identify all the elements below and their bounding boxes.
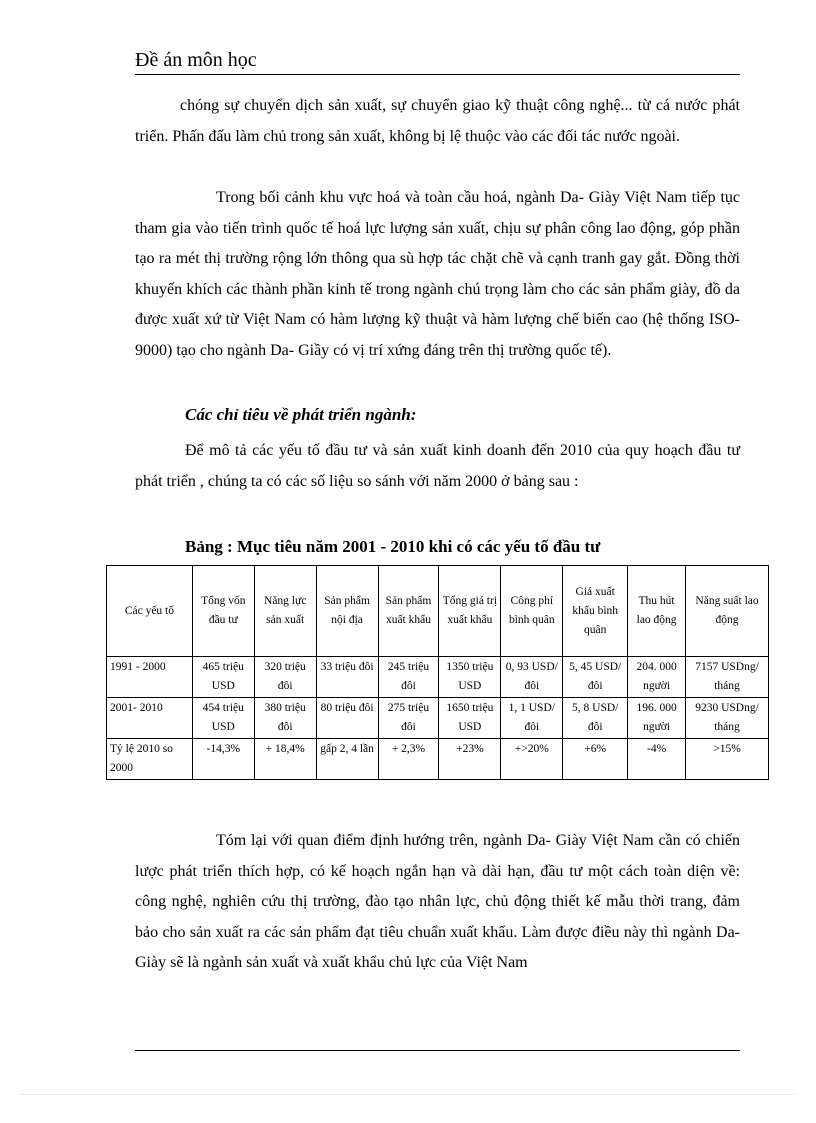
table-cell: 1, 1 USD/ đôi (501, 698, 563, 739)
header-export-products: Sản phẩm xuất khẩu (378, 566, 439, 657)
table-cell: + 18,4% (254, 739, 316, 780)
table-caption: Bảng : Mục tiêu năm 2001 - 2010 khi có các yếu tố đầu tư (185, 537, 601, 556)
table-cell: -14,3% (192, 739, 254, 780)
table-cell: 1350 triệu USD (439, 657, 501, 698)
header-factors: Các yếu tố (107, 566, 193, 657)
table-cell: -4% (628, 739, 686, 780)
header-average-cost: Công phí bình quân (501, 566, 563, 657)
table-cell: 465 triệu USD (192, 657, 254, 698)
table-row (107, 739, 769, 780)
table-cell: 320 triệu đôi (254, 657, 316, 698)
header-total-investment: Tổng vốn đầu tư (192, 566, 254, 657)
table-cell: +>20% (501, 739, 563, 780)
header-total-export-value: Tổng giá trị xuất khẩu (439, 566, 501, 657)
table-cell: 7157 USDng/ tháng (686, 657, 769, 698)
table-cell: +23% (439, 739, 501, 780)
header-production-capacity: Năng lực sản xuất (254, 566, 316, 657)
table-cell: 454 triệu USD (192, 698, 254, 739)
table-cell: 275 triệu đôi (378, 698, 439, 739)
header-average-export-price: Giá xuất khẩu bình quân (563, 566, 628, 657)
table-cell: 5, 45 USD/ đôi (563, 657, 628, 698)
header-labor-productivity: Năng suất lao động (686, 566, 769, 657)
footer-divider (135, 1050, 740, 1051)
table-cell: 245 triệu đôi (378, 657, 439, 698)
table-cell: 1650 triệu USD (439, 698, 501, 739)
page-bottom-edge (20, 1094, 796, 1095)
table-cell: 196. 000 người (628, 698, 686, 739)
section-subheading: Các chỉ tiêu về phát triển ngành: (185, 405, 417, 424)
row-label: Tỷ lệ 2010 so 2000 (107, 739, 193, 780)
page-header-title: Đề án môn học (135, 48, 740, 75)
table-cell: 33 triệu đôi (316, 657, 378, 698)
header-labor-attraction: Thu hút lao động (628, 566, 686, 657)
table-cell: +6% (563, 739, 628, 780)
paragraph-intro: chóng sự chuyển dịch sản xuất, sự chuyển giao kỹ thuật công nghệ... từ cá nước phát triển. Phấn đấu làm chủ trong sản xuất, không bị lệ thuộc vào các đối tác nước ngoài. (135, 97, 740, 145)
table-cell: gấp 2, 4 lần (316, 739, 378, 780)
table-cell: 80 triệu đôi (316, 698, 378, 739)
table-cell: 0, 93 USD/ đôi (501, 657, 563, 698)
table-header-row (107, 566, 769, 657)
paragraph-conclusion: Tóm lại với quan điểm định hướng trên, ngành Da- Giày Việt Nam cần có chiến lược phát triển thích hợp, có kế hoạch ngắn hạn và dài hạn, đầu tư một cách toàn diện về: công nghệ, nghiên cứu thị trường, đào tạo nhân lực, chủ động thiết kế mẫu thời trang, đảm bảo cho sản xuất ra các sản phẩm đạt tiêu chuẩn xuất khẩu. Làm được điều này thì ngành Da-Giày sẽ là ngành sản xuất và xuất khẩu chủ lực của Việt Nam (135, 832, 740, 971)
table-cell: 380 triệu đôi (254, 698, 316, 739)
investment-targets-table (106, 565, 769, 780)
table-row (107, 698, 769, 739)
table-cell: 5, 8 USD/ đôi (563, 698, 628, 739)
paragraph-table-intro: Để mô tả các yếu tố đầu tư và sản xuất kinh doanh đến 2010 của quy hoạch đầu tư phát triển , chúng ta có các số liệu so sánh với năm 2000 ở bảng sau : (135, 442, 740, 490)
row-label: 2001- 2010 (107, 698, 193, 739)
table-row (107, 657, 769, 698)
table-cell: + 2,3% (378, 739, 439, 780)
paragraph-context: Trong bối cảnh khu vực hoá và toàn cầu hoá, ngành Da- Giày Việt Nam tiếp tục tham gia vào tiến trình quốc tế hoá lực lượng sản xuất, chịu sự phân công lao động, góp phần tạo ra mét thị trường rộng lớn thông qua sù hợp tác chặt chẽ và cạnh tranh gay gắt. Đồng thời khuyến khích các thành phần kinh tế trong ngành chú trọng làm cho các sản phẩm giày, đồ da được xuất xứ từ Việt Nam có hàm lượng kỹ thuật và hàm lượng chế biến cao (hệ thống ISO-9000) tạo cho ngành Da- Giầy có vị trí xứng đáng trên thị trường quốc tế). (135, 189, 740, 359)
table-cell: 9230 USDng/ tháng (686, 698, 769, 739)
table-cell: >15% (686, 739, 769, 780)
header-domestic-products: Sản phẩm nội địa (316, 566, 378, 657)
row-label: 1991 - 2000 (107, 657, 193, 698)
table-cell: 204. 000 người (628, 657, 686, 698)
